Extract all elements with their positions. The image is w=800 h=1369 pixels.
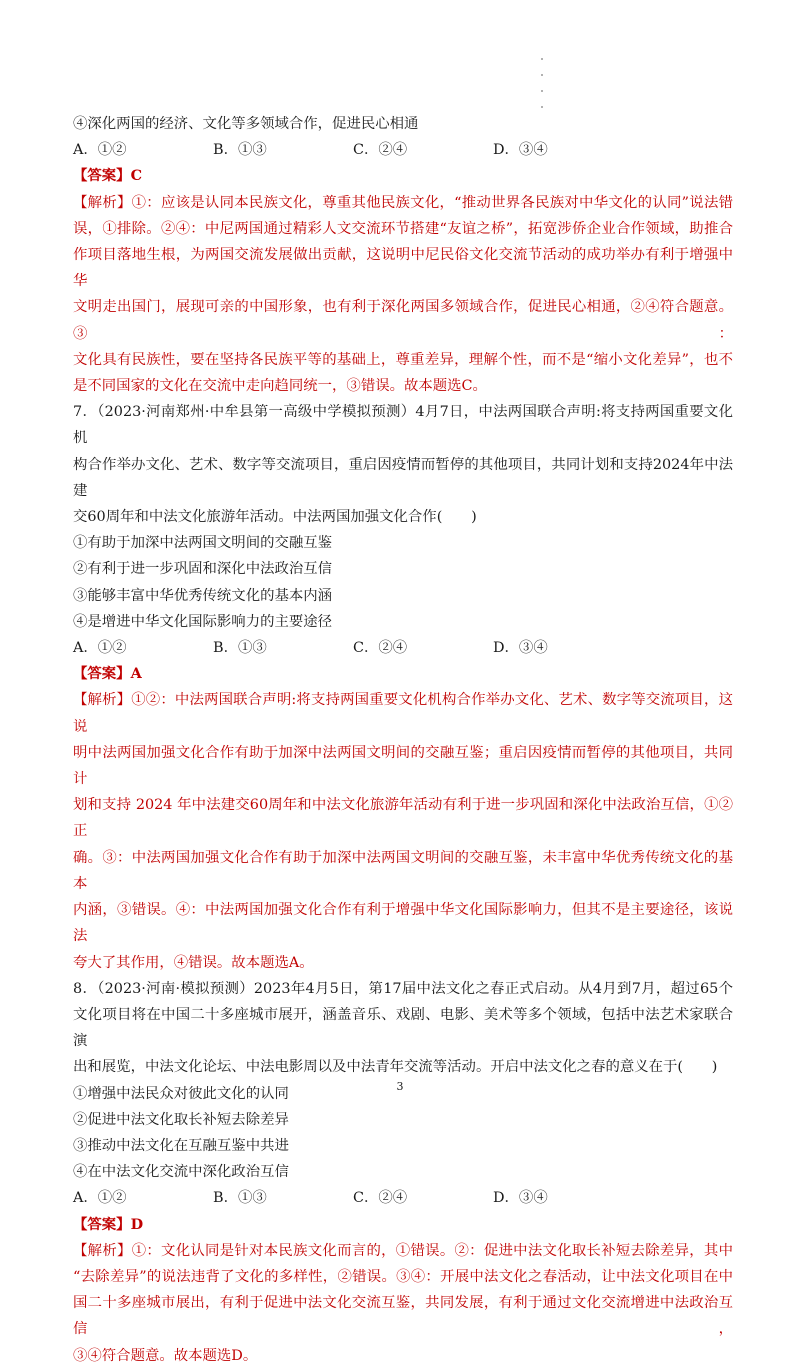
q8-statement-3: ③推动中法文化在互融互鉴中共进 <box>73 1137 289 1154</box>
decorative-dots <box>541 58 545 110</box>
q6-analysis-line: 文明走出国门，展现可亲的中国形象，也有利于深化两国多领域合作，促进民心相通，②④符合题意。③： <box>73 299 733 342</box>
q7-analysis-line: 划和支持 2024 年中法建交60周年和中法文化旅游年活动有利于进一步巩固和深化中法政治互信，①②正 <box>73 797 733 840</box>
q7-analysis-line: 内涵，③错误。④：中法两国加强文化合作有利于增强中华文化国际影响力，但其不是主要途径，该说法 <box>73 902 733 945</box>
option-b: B．①③ <box>213 142 267 159</box>
option-d: D．③④ <box>493 142 548 159</box>
option-d: D．③④ <box>493 1190 548 1207</box>
q7-statement-1: ①有助于加深中法两国文明间的交融互鉴 <box>73 535 333 552</box>
q7-stem-line: 构合作举办文化、艺术、数字等交流项目，重启因疫情而暂停的其他项目，共同计划和支持2024年中法建 <box>73 456 733 499</box>
q7-analysis-line: 确。③：中法两国加强文化合作有助于加深中法两国文明间的交融互鉴，未丰富中华优秀传统文化的基本 <box>73 849 733 892</box>
q6-analysis-line: 误，①排除。②④：中尼两国通过精彩人文交流环节搭建“友谊之桥”，拓宽涉侨企业合作领域，助推合 <box>73 220 733 237</box>
q7-analysis-line: 夸大了其作用，④错误。故本题选A。 <box>73 954 314 971</box>
q8-answer: 【答案】D <box>73 1215 144 1233</box>
q6-statement-4: ④深化两国的经济、文化等多领域合作，促进民心相通 <box>73 116 419 132</box>
option-d: D．③④ <box>493 640 548 657</box>
q8-analysis-line: “去除差异”的说法违背了文化的多样性，②错误。③④：开展中法文化之春活动，让中法文化项目在中 <box>73 1268 733 1285</box>
option-a: A．①② <box>73 142 127 159</box>
q8-stem-line: 文化项目将在中国二十多座城市展开，涵盖音乐、戏剧、电影、美术等多个领域，包括中法艺术家联合演 <box>73 1006 733 1050</box>
q6-options <box>73 137 733 163</box>
q6-analysis-line: 文化具有民族性，要在坚持各民族平等的基础上，尊重差异，理解个性，而不是“缩小文化差异”，也不 <box>73 351 733 368</box>
q8-statement-1: ①增强中法民众对彼此文化的认同 <box>73 1085 289 1102</box>
q8-statement-2: ②促进中法文化取长补短去除差异 <box>73 1111 289 1128</box>
option-a: A．①② <box>73 640 127 657</box>
q7-options <box>73 635 733 661</box>
q8-stem-line: 出和展览，中法文化论坛、中法电影周以及中法青年交流等活动。开启中法文化之春的意义在于( ) <box>73 1059 718 1076</box>
q8-analysis-line: 国二十多座城市展出，有利于促进中法文化交流互鉴，共同发展，有利于通过文化交流增进中法政治互信， <box>73 1295 733 1338</box>
q6-answer: 【答案】C <box>73 167 143 185</box>
option-c: C．②④ <box>353 1190 408 1207</box>
q7-stem-line: 7．（2023·河南郑州·中牟县第一高级中学模拟预测）4月7日，中法两国联合声明:将支持两国重要文化机 <box>73 404 733 447</box>
q7-analysis-line: 明中法两国加强文化合作有助于加深中法两国文明间的交融互鉴；重启因疫情而暂停的其他项目，共同计 <box>73 744 733 788</box>
option-b: B．①③ <box>213 640 267 657</box>
q7-statement-4: ④是增进中华文化国际影响力的主要途径 <box>73 613 333 630</box>
q8-analysis-line: ③④符合题意。故本题选D。 <box>73 1347 258 1364</box>
q8-stem-line: 8．（2023·河南·模拟预测）2023年4月5日，第17届中法文化之春正式启动。从4月到7月，超过65个 <box>73 980 733 997</box>
q8-statement-4: ④在中法文化交流中深化政治互信 <box>73 1164 289 1181</box>
option-c: C．②④ <box>353 142 408 159</box>
q6-analysis-line: 是不同国家的文化在交流中走向趋同统一，③错误。故本题选C。 <box>73 378 487 395</box>
option-c: C．②④ <box>353 640 408 657</box>
option-b: B．①③ <box>213 1190 267 1207</box>
q7-answer: 【答案】A <box>73 665 142 683</box>
q7-stem-line: 交60周年和中法文化旅游年活动。中法两国加强文化合作( ) <box>73 509 477 526</box>
q7-statement-3: ③能够丰富中华优秀传统文化的基本内涵 <box>73 587 333 604</box>
q8-options <box>73 1185 733 1211</box>
q8-analysis-line: 【解析】①：文化认同是针对本民族文化而言的，①错误。②：促进中法文化取长补短去除差异，其中 <box>73 1242 733 1259</box>
option-a: A．①② <box>73 1190 127 1207</box>
page-number: 3 <box>396 1080 404 1093</box>
q6-analysis-line: 作项目落地生根，为两国交流发展做出贡献，这说明中尼民俗文化交流节活动的成功举办有利于增强中华 <box>73 247 733 290</box>
q6-analysis-line: 【解析】①：应该是认同本民族文化，尊重其他民族文化，“推动世界各民族对中华文化的认同”说法错 <box>73 194 733 211</box>
q7-statement-2: ②有利于进一步巩固和深化中法政治互信 <box>73 561 333 578</box>
q7-analysis-line: 【解析】①②：中法两国联合声明:将支持两国重要文化机构合作举办文化、艺术、数字等交流项目，这说 <box>73 692 733 735</box>
page-content <box>73 111 733 1369</box>
